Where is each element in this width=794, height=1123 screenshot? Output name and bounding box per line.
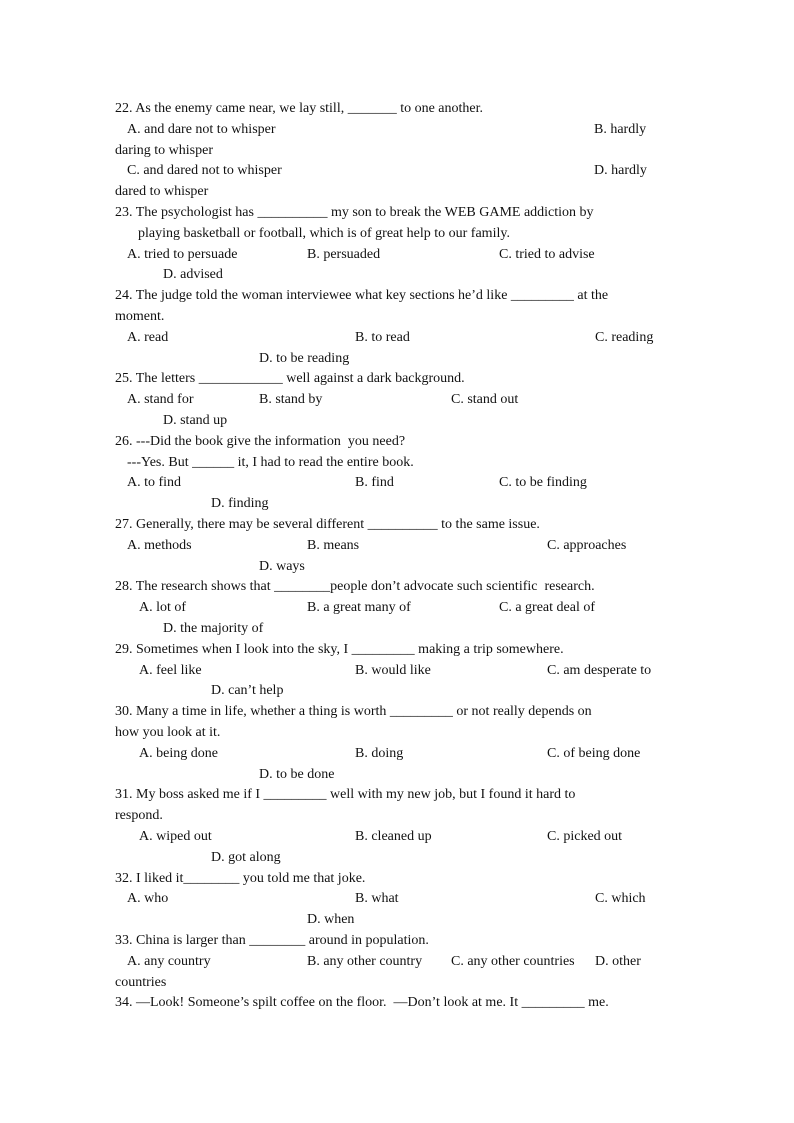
question-33-stem: 33. China is larger than ________ around in population. [115,933,429,948]
question-31-stem-continued: respond. [115,808,163,823]
question-24-stem-continued: moment. [115,309,165,324]
question-25-option-c: C. stand out [451,392,519,407]
question-32-option-c: C. which [595,891,646,906]
question-31-option-d: D. got along [211,850,281,865]
question-27-stem: 27. Generally, there may be several different __________ to the same issue. [115,517,540,532]
question-33-option-c: C. any other countries [451,954,575,969]
question-26-option-a: A. to find [127,475,182,490]
question-31-stem: 31. My boss asked me if I _________ well with my new job, but I found it hard to [115,787,576,802]
question-27-option-b: B. means [307,538,360,553]
question-23-option-a: A. tried to persuade [127,247,238,262]
question-22-option-b-continued: daring to whisper [115,143,213,158]
question-24-stem: 24. The judge told the woman interviewee what key sections he’d like _________ at the [115,288,609,303]
question-22-option-c: C. and dared not to whisper [127,163,282,178]
question-29-option-d: D. can’t help [211,683,284,698]
question-30-stem: 30. Many a time in life, whether a thing is worth _________ or not really depends on [115,704,592,719]
question-23-stem: 23. The psychologist has __________ my son to break the WEB GAME addiction by [115,205,594,220]
question-25-option-d: D. stand up [163,413,228,428]
question-33-option-d-continued: countries [115,975,167,990]
question-26-stem: 26. ---Did the book give the information you need? [115,434,406,449]
question-32-option-b: B. what [355,891,399,906]
question-24-option-b: B. to read [355,330,410,345]
question-24-option-d: D. to be reading [259,351,350,366]
question-22-stem: 22. As the enemy came near, we lay still, _______ to one another. [115,101,484,116]
question-27-option-c: C. approaches [547,538,627,553]
question-33-option-b: B. any other country [307,954,423,969]
question-32-stem: 32. I liked it________ you told me that joke. [115,871,366,886]
question-23-option-c: C. tried to advise [499,247,595,262]
question-23-stem-continued: playing basketball or football, which is of great help to our family. [138,226,510,241]
question-30-option-c: C. of being done [547,746,641,761]
question-29-option-b: B. would like [355,663,431,678]
question-27-option-d: D. ways [259,559,305,574]
question-22-option-a: A. and dare not to whisper [127,122,276,137]
question-32-option-d: D. when [307,912,355,927]
question-25-option-b: B. stand by [259,392,323,407]
question-33-option-a: A. any country [127,954,211,969]
question-26-stem-continued: ---Yes. But ______ it, I had to read the entire book. [127,455,414,470]
question-28-option-a: A. lot of [139,600,187,615]
question-31-option-c: C. picked out [547,829,623,844]
question-28-option-d: D. the majority of [163,621,264,636]
question-28-stem: 28. The research shows that ________people don’t advocate such scientific research. [115,579,595,594]
question-28-option-c: C. a great deal of [499,600,596,615]
question-23-option-b: B. persuaded [307,247,381,262]
question-30-option-d: D. to be done [259,767,335,782]
question-22-option-d: D. hardly [594,163,647,178]
question-22-option-d-continued: dared to whisper [115,184,209,199]
question-26-option-d: D. finding [211,496,269,511]
question-24-option-a: A. read [127,330,169,345]
question-29-option-a: A. feel like [139,663,202,678]
question-26-option-c: C. to be finding [499,475,587,490]
question-31-option-a: A. wiped out [139,829,212,844]
question-31-option-b: B. cleaned up [355,829,432,844]
question-32-option-a: A. who [127,891,169,906]
question-33-option-d: D. other [595,954,641,969]
question-22-option-b: B. hardly [594,122,647,137]
question-29-stem: 29. Sometimes when I look into the sky, I _________ making a trip somewhere. [115,642,564,657]
question-30-stem-continued: how you look at it. [115,725,221,740]
question-34-stem: 34. —Look! Someone’s spilt coffee on the floor. —Don’t look at me. It _________ me. [115,995,609,1010]
question-30-option-a: A. being done [139,746,218,761]
question-29-option-c: C. am desperate to [547,663,652,678]
question-24-option-c: C. reading [595,330,654,345]
question-25-stem: 25. The letters ____________ well against a dark background. [115,371,465,386]
question-28-option-b: B. a great many of [307,600,411,615]
question-26-option-b: B. find [355,475,394,490]
question-30-option-b: B. doing [355,746,404,761]
question-27-option-a: A. methods [127,538,192,553]
question-23-option-d: D. advised [163,267,223,282]
question-25-option-a: A. stand for [127,392,194,407]
